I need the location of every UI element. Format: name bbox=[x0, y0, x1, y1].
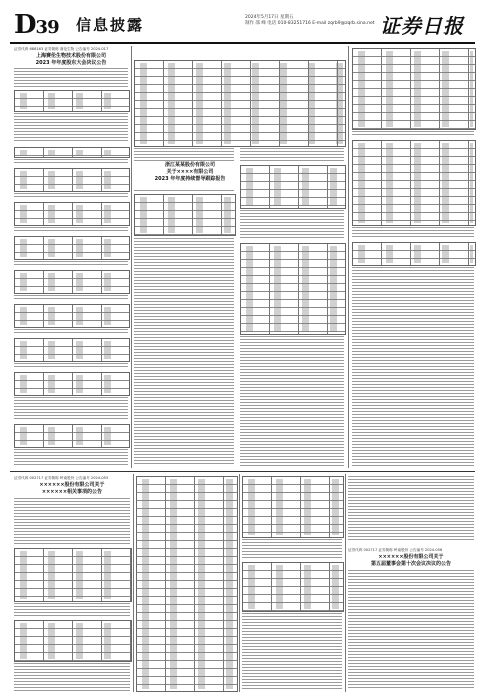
column-divider bbox=[348, 46, 349, 468]
stock-line: 证券代码 688163 证券简称 赛伦生物 公告编号 2024-017 bbox=[14, 47, 109, 51]
article-company: ××××××股份有限公司关于 bbox=[39, 482, 105, 488]
data-table bbox=[352, 242, 476, 266]
stock-line: 证券代码 002717 证券简称 岭南股份 公告编号 2024-055 bbox=[14, 476, 109, 480]
body-text bbox=[240, 336, 344, 466]
data-table bbox=[14, 548, 132, 602]
article-company: 浙江某某股份有限公司 bbox=[164, 162, 215, 168]
body-text bbox=[352, 131, 474, 137]
body-text bbox=[14, 261, 128, 267]
article-title: 2023 年年度股东大会决议公告 bbox=[35, 60, 107, 66]
article-title: 第五届董事会第十次会议决议的公告 bbox=[370, 561, 451, 567]
body-text bbox=[240, 148, 344, 162]
body-text bbox=[134, 148, 234, 162]
heading-rule bbox=[14, 498, 130, 499]
masthead-rule bbox=[10, 42, 475, 44]
body-text bbox=[14, 113, 128, 143]
section-divider bbox=[10, 471, 475, 472]
data-table bbox=[14, 304, 130, 328]
body-text bbox=[348, 573, 474, 690]
heading-rule bbox=[348, 570, 474, 571]
article-heading bbox=[14, 53, 128, 67]
article-title: 关于××××有限公司 bbox=[166, 169, 214, 175]
data-table bbox=[352, 140, 476, 226]
article-title: 2023 年年度持续督导跟踪报告 bbox=[154, 176, 226, 182]
column-divider bbox=[131, 46, 132, 468]
data-table bbox=[14, 270, 130, 294]
body-text bbox=[14, 603, 130, 617]
data-table bbox=[242, 476, 344, 538]
data-table bbox=[14, 147, 130, 158]
data-table bbox=[14, 424, 130, 448]
body-text bbox=[14, 159, 128, 165]
body-text bbox=[242, 539, 342, 559]
heading-rule bbox=[134, 190, 234, 191]
data-table bbox=[14, 168, 130, 192]
page-number bbox=[14, 10, 59, 40]
body-text bbox=[242, 613, 342, 690]
data-table bbox=[136, 476, 238, 692]
body-text bbox=[14, 295, 128, 301]
heading-rule bbox=[14, 68, 128, 69]
data-table bbox=[242, 562, 344, 612]
body-text bbox=[352, 267, 474, 467]
body-text bbox=[134, 238, 234, 466]
data-table bbox=[134, 194, 236, 236]
body-text bbox=[14, 363, 128, 369]
body-text bbox=[14, 193, 128, 199]
article-heading bbox=[14, 482, 130, 496]
stock-line: 证券代码 002717 证券简称 岭南股份 公告编号 2024-056 bbox=[348, 548, 443, 552]
article-heading bbox=[348, 554, 474, 568]
newspaper-logo: 证券日报 bbox=[380, 14, 464, 38]
body-text bbox=[14, 397, 128, 421]
body-text bbox=[14, 663, 130, 691]
section-title: 信息披露 bbox=[76, 16, 145, 34]
body-text bbox=[240, 210, 344, 240]
body-text bbox=[14, 329, 128, 335]
page-letter: D bbox=[14, 10, 36, 40]
data-table bbox=[14, 372, 130, 396]
editor-contact: 制作 邵 峰 电话 010-83251716 E-mail zqrb9@zqrb.sina.net bbox=[245, 21, 375, 26]
data-table bbox=[14, 90, 130, 112]
article-heading bbox=[150, 162, 230, 183]
column-divider bbox=[239, 474, 240, 692]
data-table bbox=[240, 165, 346, 209]
masthead bbox=[0, 0, 484, 44]
data-table bbox=[14, 338, 130, 362]
body-text bbox=[348, 476, 474, 542]
body-text bbox=[352, 227, 474, 239]
data-table bbox=[352, 48, 476, 130]
body-text bbox=[14, 71, 128, 87]
page-number-digits: 39 bbox=[35, 17, 59, 38]
article-company: ××××××股份有限公司关于 bbox=[378, 554, 444, 560]
body-text bbox=[14, 449, 128, 467]
article-company: 上海赛伦生物技术股份有限公司 bbox=[35, 53, 106, 59]
data-table bbox=[134, 60, 346, 147]
data-table bbox=[14, 620, 132, 662]
data-table bbox=[14, 236, 130, 260]
column-divider bbox=[133, 474, 134, 692]
body-text bbox=[14, 501, 130, 545]
issue-date: 2024年5月17日 星期五 bbox=[245, 15, 294, 20]
body-text bbox=[14, 227, 128, 233]
article-title: ××××××相关事项的公告 bbox=[41, 489, 103, 495]
column-divider bbox=[345, 474, 346, 692]
data-table bbox=[240, 243, 346, 335]
data-table bbox=[14, 202, 130, 226]
